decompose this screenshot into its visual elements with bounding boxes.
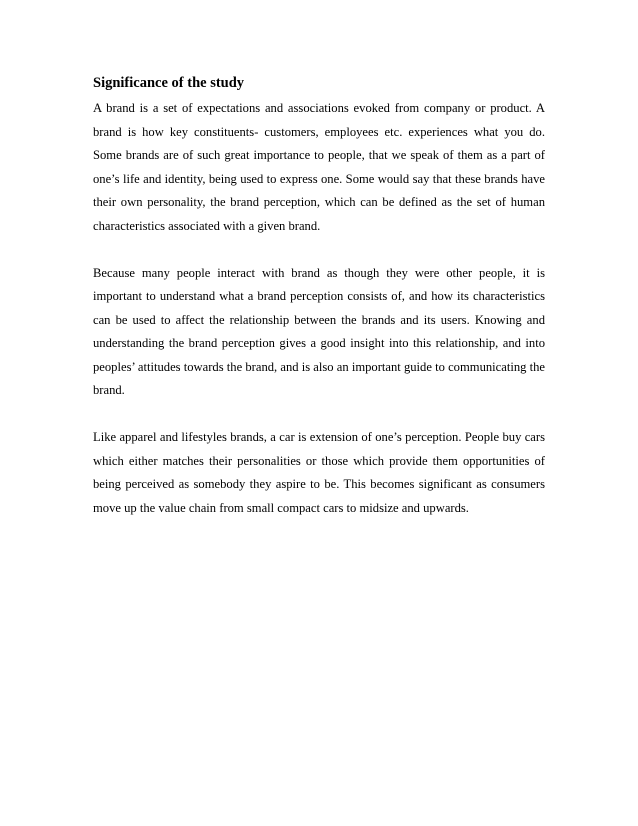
paragraph-brand-perception: Because many people interact with brand as though they were other people, it is important to understand what a brand perception consists of, and how its characteristics can be used to affect the relationship between the brands and its users. Knowing and understanding the brand perception gives a good insight into this relationship, and into peoples’ attitudes towards the brand, and is also an important guide to communicating the brand. [93, 265, 545, 397]
document-body [93, 73, 545, 520]
paragraph-car-perception: Like apparel and lifestyles brands, a car is extension of one’s perception. People buy cars which either matches their personalities or those which provide them opportunities of being perceived as somebody they aspire to be. This becomes significant as consumers move up the value chain from small compact cars to midsize and upwards. [93, 430, 545, 515]
paragraph-brand-definition: A brand is a set of expectations and associations evoked from company or product. A brand is how key constituents- customers, employees etc. experiences what you do. Some brands are of such great importance to people, that we speak of them as a part of one’s life and identity, being used to express one. Some would say that these brands have their own personality, the brand perception, which can be defined as the set of human characteristics associated with a given brand. [93, 101, 545, 233]
section-heading: Significance of the study [93, 75, 245, 91]
